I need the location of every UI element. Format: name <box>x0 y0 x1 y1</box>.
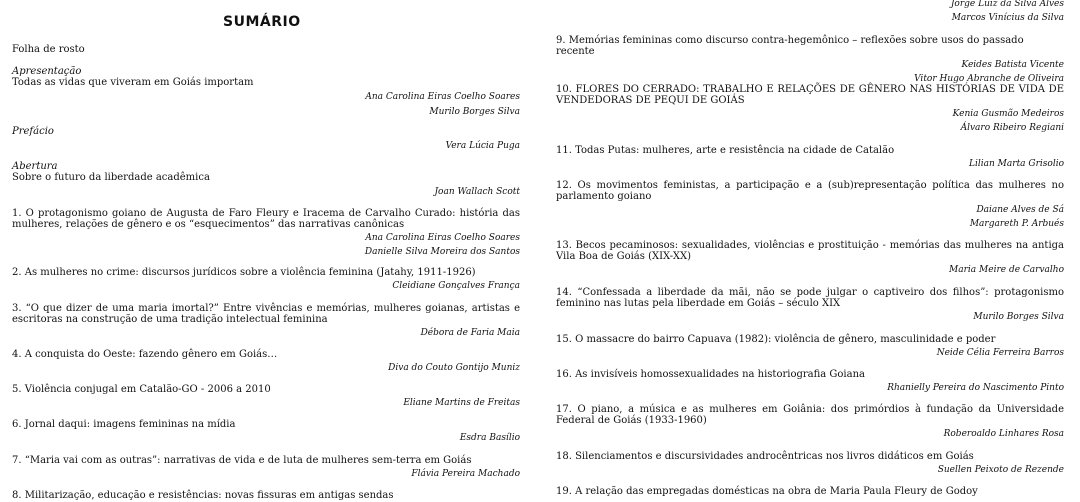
chapter-entry <box>556 369 1064 394</box>
chapter-author: Kenia Gusmão Medeiros <box>952 109 1064 119</box>
chapter-entry <box>556 486 1064 497</box>
chapter-title: 7. “Maria vai com as outras”: narrativas de vida e de luta de mulheres sem-terra em Goiás <box>12 455 472 466</box>
chapter-entry <box>12 208 520 258</box>
chapter-author: Eliane Martins de Freitas <box>403 398 520 408</box>
chapter-entry <box>12 419 520 444</box>
chapter-author: Flávia Pereira Machado <box>411 469 520 479</box>
chapter-entry <box>556 451 1064 476</box>
chapter-entry <box>556 145 1064 170</box>
chapter-author: Roberoaldo Linhares Rosa <box>943 429 1064 439</box>
chapter-title: 16. As invisíveis homossexualidades na historiografia Goiana <box>556 369 865 380</box>
entry-author: Murilo Borges Silva <box>429 107 520 117</box>
chapter-title: 12. Os movimentos feministas, a participação e a (sub)representação política das mulheres no parlamento goiano <box>556 180 1064 202</box>
chapter-title: 3. “O que dizer de uma maria imortal?” Entre vivências e memórias, mulheres goianas, artistas e escritoras na construção de uma tradição intelectual feminina <box>12 303 520 325</box>
entry-author: Ana Carolina Eiras Coelho Soares <box>365 92 520 102</box>
chapter-author: Murilo Borges Silva <box>973 312 1064 322</box>
chapter-entry <box>556 334 1064 359</box>
chapter-entry <box>556 35 1064 85</box>
chapter-entry <box>556 404 1064 440</box>
chapter-entry <box>556 84 1064 134</box>
entry-author: Vera Lúcia Puga <box>445 141 520 151</box>
right-column <box>556 0 1064 502</box>
chapter-author: Débora de Faria Maia <box>420 328 520 338</box>
continued-authors <box>556 0 1064 24</box>
chapter-title: 1. O protagonismo goiano de Augusta de Faro Fleury e Iracema de Carvalho Curado: história das mulheres, relações de gênero e os “esquecimentos” das narrativas canônicas <box>12 208 520 230</box>
chapter-title: 14. “Confessada a liberdade da mãi, não se pode julgar o captiveiro dos filhos”: protagonismo feminino nas lutas pela liberdade em Goiás – século XIX <box>556 287 1064 309</box>
chapter-entry <box>12 455 520 480</box>
chapter-title: 5. Violência conjugal em Catalão-GO - 2006 a 2010 <box>12 384 271 395</box>
chapter-author: Margareth P. Arbués <box>969 219 1064 229</box>
chapter-author: Cleidiane Gonçalves França <box>392 281 520 291</box>
chapter-author: Danielle Silva Moreira dos Santos <box>364 247 520 257</box>
entry-author: Joan Wallach Scott <box>434 187 520 197</box>
chapter-author: Maria Meire de Carvalho <box>949 265 1064 275</box>
chapter-title: 8. Militarização, educação e resistências: novas fissuras em antigas sendas <box>12 490 394 501</box>
entry-title: Sobre o futuro da liberdade acadêmica <box>12 172 210 183</box>
chapter-entry <box>12 490 520 501</box>
section-label: Abertura <box>12 161 58 172</box>
chapter-title: 19. A relação das empregadas domésticas na obra de Maria Paula Fleury de Godoy <box>556 486 978 497</box>
left-column <box>12 0 520 502</box>
page-title: SUMÁRIO <box>223 14 301 30</box>
chapter-title: 11. Todas Putas: mulheres, arte e resistência na cidade de Catalão <box>556 145 895 156</box>
chapter-title: 17. O piano, a música e as mulheres em Goiânia: dos primórdios à fundação da Universidade Federal de Goiás (1933-1960) <box>556 404 1064 426</box>
chapter-author: Rhanielly Pereira do Nascimento Pinto <box>887 383 1064 393</box>
chapter-entry <box>556 240 1064 276</box>
chapter-entry <box>12 349 520 374</box>
chapter-title: 18. Silenciamentos e discursividades androcêntricas nos livros didáticos em Goiás <box>556 451 974 462</box>
chapter-author: Neide Célia Ferreira Barros <box>936 348 1064 358</box>
chapter-entry <box>12 303 520 339</box>
entry-title: Todas as vidas que viveram em Goiás importam <box>12 77 254 88</box>
chapter-author: Ana Carolina Eiras Coelho Soares <box>365 233 520 243</box>
abertura-entry <box>12 161 520 198</box>
section-label: Apresentação <box>12 66 82 77</box>
chapter-entry <box>556 180 1064 230</box>
chapter-entry <box>556 287 1064 323</box>
chapter-title: 13. Becos pecaminosos: sexualidades, violências e prostituição - memórias das mulheres na antiga Vila Boa de Goiás (XIX-XX) <box>556 240 1064 262</box>
chapter-author: Marcos Vinícius da Silva <box>951 13 1064 23</box>
chapter-entry <box>12 267 520 292</box>
chapter-author: Lilian Marta Grisolio <box>969 159 1064 169</box>
chapter-author: Diva do Couto Gontijo Muniz <box>388 363 520 373</box>
chapter-title: 15. O massacre do bairro Capuava (1982): violência de gênero, masculinidade e poder <box>556 334 996 345</box>
chapter-author: Suellen Peixoto de Rezende <box>937 465 1064 475</box>
apresentacao-entry <box>12 66 520 118</box>
chapter-author: Jorge Luiz da Silva Alves <box>950 0 1064 9</box>
chapter-author: Esdra Basílio <box>459 433 520 443</box>
chapter-title: 9. Memórias femininas como discurso contra-hegemônico – reflexões sobre usos do passado recente <box>556 35 1024 57</box>
chapter-author: Vitor Hugo Abranche de Oliveira <box>914 74 1064 84</box>
chapter-author: Keides Batista Vicente <box>961 60 1064 70</box>
chapter-entry <box>12 384 520 409</box>
folha-label: Folha de rosto <box>12 44 85 55</box>
prefacio-entry <box>12 126 520 152</box>
chapter-title: 4. A conquista do Oeste: fazendo gênero em Goiás… <box>12 349 278 360</box>
chapter-author: Daiane Alves de Sá <box>976 205 1064 215</box>
chapter-title: 10. FLORES DO CERRADO: TRABALHO E RELAÇÕES DE GÊNERO NAS HISTÓRIAS DE VIDA DE VENDEDORAS DE PEQUI DE GOIÁS <box>556 84 1064 106</box>
chapter-title: 6. Jornal daqui: imagens femininas na mídia <box>12 419 236 430</box>
folha-de-rosto <box>12 44 520 55</box>
section-label: Prefácio <box>12 126 54 137</box>
chapter-title: 2. As mulheres no crime: discursos jurídicos sobre a violência feminina (Jatahy, 1911-1926) <box>12 267 476 278</box>
chapter-author: Álvaro Ribeiro Regiani <box>960 123 1064 133</box>
